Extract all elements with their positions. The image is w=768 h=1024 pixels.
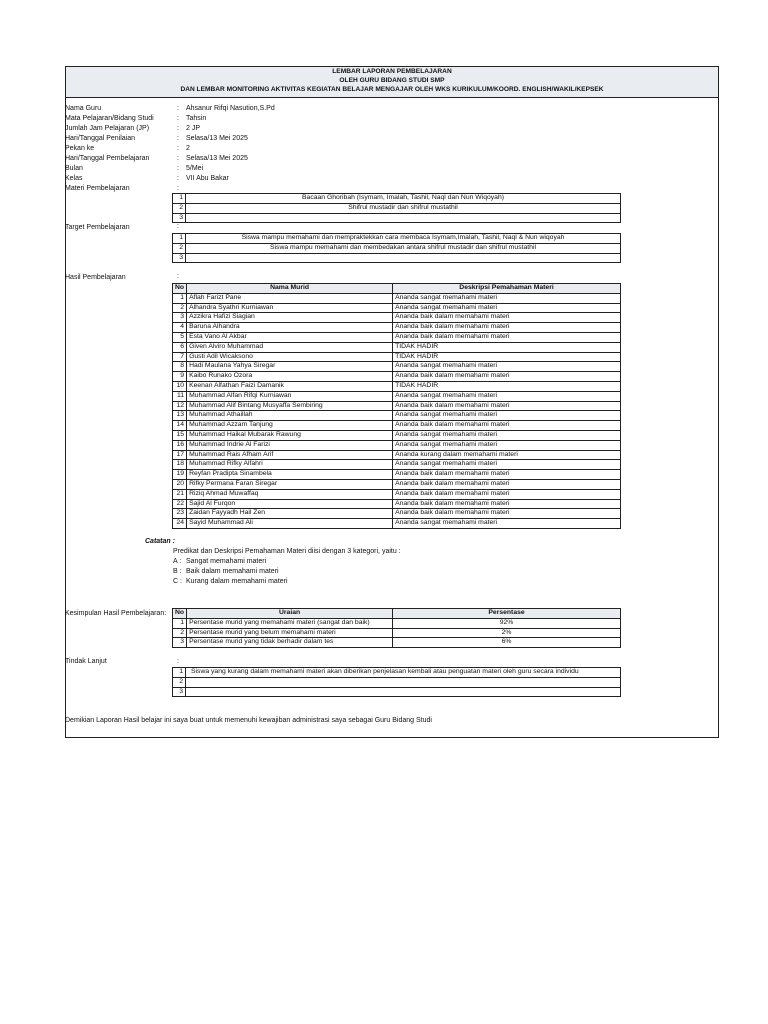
identity-value: 2 JP (186, 125, 201, 132)
student-description: Ananda sangat memahami materi (393, 519, 621, 529)
table-row (173, 323, 621, 333)
report-header (65, 66, 719, 98)
student-no: 15 (173, 430, 187, 440)
table-row (173, 421, 621, 431)
summary-no: 3 (173, 638, 187, 648)
identity-colon: : (177, 125, 179, 132)
identity-colon: : (177, 165, 179, 172)
table-row (173, 313, 621, 323)
student-name: Muhammad Alif Bintang Musyaffa Sembiring (187, 401, 393, 411)
table-row (173, 618, 621, 628)
student-no: 24 (173, 519, 187, 529)
materi-table (172, 193, 621, 223)
student-name: Azzikra Hafizi Siagian (187, 313, 393, 323)
student-name: Muhammad Rifky Alfahri (187, 460, 393, 470)
student-no: 23 (173, 509, 187, 519)
student-no: 4 (173, 323, 187, 333)
table-row (173, 440, 621, 450)
student-description: Ananda baik dalam memahami materi (393, 489, 621, 499)
student-no: 13 (173, 411, 187, 421)
materi-text (186, 213, 621, 223)
student-name: Baruna Alhandra (187, 323, 393, 333)
student-no: 22 (173, 499, 187, 509)
student-no: 16 (173, 440, 187, 450)
table-row (173, 381, 621, 391)
target-text: Siswa mampu memahami dan membedakan antara shifrul mustadir dan shifrul mustathil (186, 243, 621, 253)
materi-text: Bacaan Ghoribah (Isymam, Imalah, Tashil, Naql dan Nun Wiqoyah) (186, 194, 621, 204)
catatan-key: A : (173, 558, 182, 565)
target-row (173, 243, 621, 253)
student-name: Muhammad Rais Afham Arif (187, 450, 393, 460)
target-colon: : (177, 223, 179, 230)
student-name: Kaibo Runako Ozora (187, 372, 393, 382)
student-description: Ananda kurang dalam memahami materi (393, 450, 621, 460)
identity-colon: : (177, 175, 179, 182)
target-no: 2 (173, 243, 186, 253)
student-description: Ananda sangat memahami materi (393, 391, 621, 401)
table-row (173, 293, 621, 303)
col-no: No (173, 284, 187, 294)
tindak-no: 2 (173, 677, 186, 687)
catatan-key: C : (173, 578, 182, 585)
table-row (173, 401, 621, 411)
tindak-text (186, 687, 621, 697)
kesimpulan-table (172, 608, 621, 648)
header-monitoring: DAN LEMBAR MONITORING AKTIVITAS KEGIATAN BELAJAR MENGAJAR OLEH WKS KURIKULUM/KOORD. ENGLISH/WAKIL/KEPSEK (180, 86, 604, 93)
hasil-label: Hasil Pembelajaran (65, 274, 126, 281)
catatan-text: Kurang dalam memahami materi (186, 578, 288, 585)
student-name: Muhammad Azzam Tanjung (187, 421, 393, 431)
hasil-table (172, 283, 621, 529)
summary-uraian: Persentase murid yang belum memahami materi (187, 628, 393, 638)
hasil-colon: : (177, 273, 179, 280)
student-description: TIDAK HADIR (393, 342, 621, 352)
student-description: Ananda baik dalam memahami materi (393, 421, 621, 431)
table-row (173, 352, 621, 362)
table-row (173, 509, 621, 519)
table-row (173, 628, 621, 638)
tindak-row (173, 677, 621, 687)
identity-label: Materi Pembelajaran (65, 185, 130, 192)
identity-colon: : (177, 115, 179, 122)
student-no: 9 (173, 372, 187, 382)
col-uraian: Uraian (187, 609, 393, 619)
student-name: Sayid Muhammad Ali (187, 519, 393, 529)
table-row (173, 372, 621, 382)
tindak-no: 3 (173, 687, 186, 697)
table-row (173, 332, 621, 342)
summary-uraian: Persentase murid yang memahami materi (sangat dan baik) (187, 618, 393, 628)
identity-label: Pekan ke (65, 145, 95, 152)
student-name: Muhammad Athaillah (187, 411, 393, 421)
identity-value: Selasa/13 Mei 2025 (186, 155, 248, 162)
student-name: Muhammad Haikal Mubarak Rawung (187, 430, 393, 440)
header-title: LEMBAR LAPORAN PEMBELAJARAN (332, 68, 452, 75)
target-row (173, 234, 621, 244)
identity-label: Hari/Tanggal Penilaian (65, 135, 136, 142)
col-persentase: Persentase (393, 609, 621, 619)
identity-value: 5/Mei (186, 165, 204, 172)
student-no: 7 (173, 352, 187, 362)
target-label: Target Pembelajaran (65, 224, 130, 231)
student-no: 5 (173, 332, 187, 342)
table-row (173, 303, 621, 313)
student-no: 10 (173, 381, 187, 391)
identity-value: VII Abu Bakar (186, 175, 229, 182)
catatan-text: Sangat memahami materi (186, 558, 267, 565)
tindak-table (172, 667, 621, 697)
student-name: Esta Vano Al Akbar (187, 332, 393, 342)
table-row (173, 638, 621, 648)
student-name: Given Alviro Muhammad (187, 342, 393, 352)
catatan-intro: Predikat dan Deskripsi Pemahaman Materi diisi dengan 3 kategori, yaitu : (173, 548, 401, 555)
identity-value: Selasa/13 Mei 2025 (186, 135, 248, 142)
target-text: Siswa mampu memahami dan mempraktekkan cara membaca Isymam,Imalah, Tashil, Naql & Nun wiqoyah (186, 234, 621, 244)
student-no: 19 (173, 470, 187, 480)
student-description: Ananda baik dalam memahami materi (393, 323, 621, 333)
summary-no: 1 (173, 618, 187, 628)
summary-persentase: 6% (393, 638, 621, 648)
identity-label: Mata Pelajaran/Bidang Studi (65, 115, 154, 122)
identity-colon: : (177, 105, 179, 112)
student-description: TIDAK HADIR (393, 352, 621, 362)
student-no: 2 (173, 303, 187, 313)
student-description: Ananda baik dalam memahami materi (393, 313, 621, 323)
student-description: Ananda sangat memahami materi (393, 303, 621, 313)
catatan-key: B : (173, 568, 182, 575)
target-row (173, 253, 621, 263)
student-description: Ananda baik dalam memahami materi (393, 509, 621, 519)
table-row (173, 460, 621, 470)
table-row (173, 489, 621, 499)
student-description: Ananda sangat memahami materi (393, 440, 621, 450)
student-no: 14 (173, 421, 187, 431)
materi-row (173, 194, 621, 204)
student-name: Sajid Al Furqon (187, 499, 393, 509)
student-name: Zaidan Fayyadh Hail Zen (187, 509, 393, 519)
materi-no: 3 (173, 213, 186, 223)
student-description: Ananda baik dalam memahami materi (393, 401, 621, 411)
student-name: Reyfan Pradipta Sinambela (187, 470, 393, 480)
student-no: 11 (173, 391, 187, 401)
student-description: Ananda sangat memahami materi (393, 430, 621, 440)
student-description: Ananda sangat memahami materi (393, 411, 621, 421)
col-nama: Nama Murid (187, 284, 393, 294)
student-description: Ananda baik dalam memahami materi (393, 332, 621, 342)
table-row (173, 362, 621, 372)
student-no: 6 (173, 342, 187, 352)
tindak-label: Tindak Lanjut (65, 658, 107, 665)
tindak-row (173, 687, 621, 697)
tindak-text: Siswa yang kurang dalam memahami materi akan diberikan penjelasan kembali atau penguatan materi oleh guru secara individu (186, 668, 621, 678)
identity-label: Hari/Tanggal Pembelajaran (65, 155, 150, 162)
table-row (173, 470, 621, 480)
tindak-text (186, 677, 621, 687)
identity-value: Ahsanur Rifqi Nasution,S.Pd (186, 105, 275, 112)
identity-colon: : (177, 145, 179, 152)
student-name: Aflah Farizt Pane (187, 293, 393, 303)
identity-label: Bulan (65, 165, 83, 172)
summary-uraian: Persentase murid yang tidak berhadir dalam tes (187, 638, 393, 648)
materi-row (173, 203, 621, 213)
table-row (173, 342, 621, 352)
student-no: 20 (173, 479, 187, 489)
student-name: Gusti Adil Wicaksono (187, 352, 393, 362)
student-description: Ananda baik dalam memahami materi (393, 479, 621, 489)
table-row (173, 450, 621, 460)
tindak-no: 1 (173, 668, 186, 678)
target-no: 1 (173, 234, 186, 244)
tindak-row (173, 668, 621, 678)
student-no: 8 (173, 362, 187, 372)
student-no: 1 (173, 293, 187, 303)
student-name: Rifky Permana Faran Siregar (187, 479, 393, 489)
catatan-text: Baik dalam memahami materi (186, 568, 279, 575)
student-name: Hadi Maulana Yahya Siregar (187, 362, 393, 372)
identity-colon: : (177, 135, 179, 142)
student-description: Ananda baik dalam memahami materi (393, 470, 621, 480)
identity-value: Tahsin (186, 115, 207, 122)
student-name: Muhammad Alfan Rifqi Kurniawan (187, 391, 393, 401)
student-description: Ananda sangat memahami materi (393, 293, 621, 303)
student-description: TIDAK HADIR (393, 381, 621, 391)
summary-persentase: 92% (393, 618, 621, 628)
identity-value: 2 (186, 145, 190, 152)
summary-persentase: 2% (393, 628, 621, 638)
student-name: Keenan Alfathan Faizi Damanik (187, 381, 393, 391)
student-description: Ananda baik dalam memahami materi (393, 499, 621, 509)
student-name: Riziq Ahmad Muwaffaq (187, 489, 393, 499)
materi-no: 1 (173, 194, 186, 204)
identity-label: Jumlah Jam Pelajaran (JP) (65, 125, 150, 132)
col-deskripsi: Deskripsi Pemahaman Materi (393, 284, 621, 294)
target-text (186, 253, 621, 263)
student-no: 18 (173, 460, 187, 470)
materi-text: Shifrul mustadir dan shifrul mustathil (186, 203, 621, 213)
student-description: Ananda sangat memahami materi (393, 362, 621, 372)
materi-no: 2 (173, 203, 186, 213)
student-description: Ananda baik dalam memahami materi (393, 372, 621, 382)
table-row (173, 479, 621, 489)
col-no: No (173, 609, 187, 619)
student-no: 3 (173, 313, 187, 323)
tindak-colon: : (177, 658, 179, 665)
target-table (172, 233, 621, 263)
student-name: Muhammad Indrie Al Farizi (187, 440, 393, 450)
identity-colon: : (177, 185, 179, 192)
target-no: 3 (173, 253, 186, 263)
header-subtitle: OLEH GURU BIDANG STUDI SMP (339, 77, 445, 84)
table-row (173, 391, 621, 401)
materi-row (173, 213, 621, 223)
student-no: 17 (173, 450, 187, 460)
kesimpulan-label: Kesimpulan Hasil Pembelajaran: (65, 610, 167, 617)
student-no: 21 (173, 489, 187, 499)
table-row (173, 519, 621, 529)
student-no: 12 (173, 401, 187, 411)
identity-label: Kelas (65, 175, 83, 182)
student-description: Ananda sangat memahami materi (393, 460, 621, 470)
summary-no: 2 (173, 628, 187, 638)
closing-statement: Demikian Laporan Hasil belajar ini saya buat untuk memenuhi kewajiban administrasi saya sebagai Guru Bidang Studi (65, 717, 432, 724)
table-row (173, 430, 621, 440)
catatan-label: Catatan : (145, 538, 175, 545)
table-row (173, 499, 621, 509)
table-row (173, 411, 621, 421)
student-name: Alhandra Syathri Kurniawan (187, 303, 393, 313)
identity-label: Nama Guru (65, 105, 102, 112)
identity-colon: : (177, 155, 179, 162)
